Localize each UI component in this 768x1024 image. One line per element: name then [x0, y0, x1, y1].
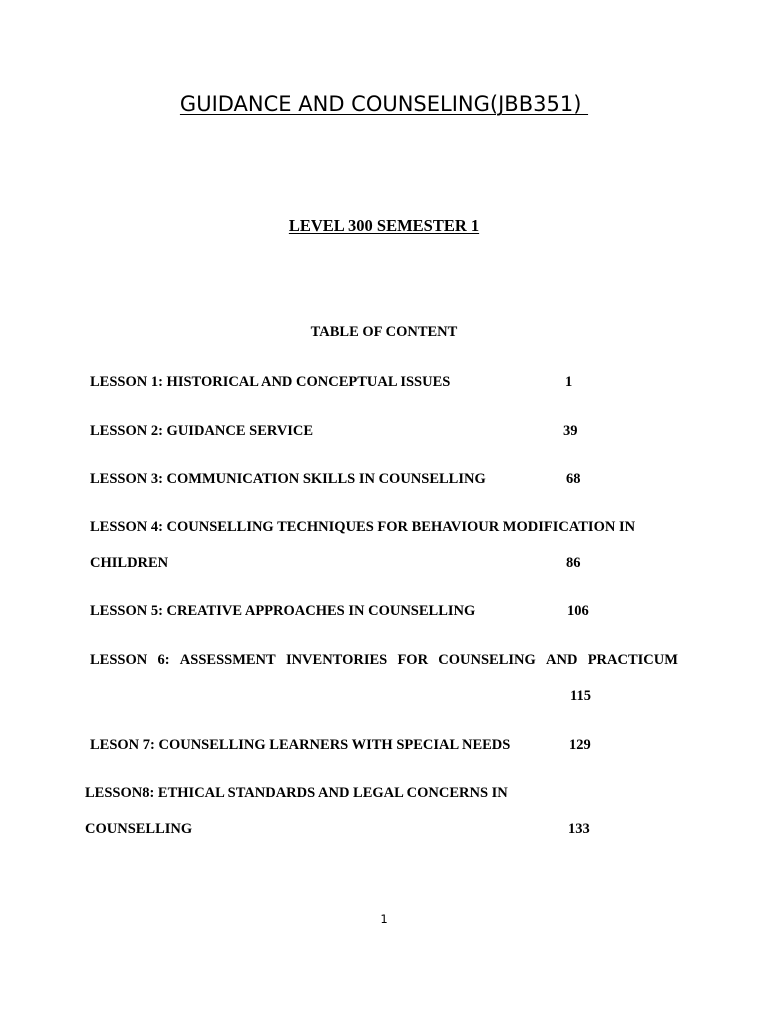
toc-entry-title-continued: COUNSELLING — [85, 821, 193, 837]
toc-entry-page: 86 — [566, 555, 581, 571]
toc-entry-title: LESSON 3: COMMUNICATION SKILLS IN COUNSELLING — [90, 471, 486, 487]
toc-word: PRACTICUM — [587, 652, 678, 668]
document-title-text: GUIDANCE AND COUNSELING(JBB351) — [179, 92, 589, 116]
toc-entry-title: LESSON 2: GUIDANCE SERVICE — [90, 423, 314, 439]
toc-word: LESSON — [90, 652, 148, 668]
level-semester-heading: LEVEL 300 SEMESTER 1 — [288, 216, 480, 235]
toc-entry-title: LESSON 1: HISTORICAL AND CONCEPTUAL ISSUES — [90, 374, 451, 390]
toc-word: FOR — [397, 652, 429, 668]
toc-entry-title: LESSON8: ETHICAL STANDARDS AND LEGAL CONCERNS IN — [85, 785, 508, 801]
toc-entry-page: 106 — [567, 603, 589, 619]
toc-entry-title: LESSON 5: CREATIVE APPROACHES IN COUNSELLING — [90, 603, 476, 619]
toc-entry-page: 68 — [566, 471, 581, 487]
toc-word: 6: — [157, 652, 170, 668]
toc-entry-page: 133 — [568, 821, 590, 837]
toc-word: COUNSELING — [438, 652, 536, 668]
toc-entry-title-justified — [90, 651, 678, 669]
toc-entry-title-continued: CHILDREN — [90, 555, 169, 571]
toc-entry-title: LESSON 4: COUNSELLING TECHNIQUES FOR BEHAVIOUR MODIFICATION IN — [90, 519, 636, 535]
toc-entry-page: 1 — [565, 374, 573, 390]
toc-entry-page: 39 — [563, 423, 578, 439]
page-number: 1 — [380, 912, 388, 926]
document-title — [0, 92, 768, 116]
toc-word: ASSESSMENT — [179, 652, 276, 668]
toc-entry-page: 115 — [570, 688, 591, 704]
toc-word: AND — [546, 652, 578, 668]
toc-entry-page: 129 — [569, 737, 591, 753]
toc-word: INVENTORIES — [285, 652, 388, 668]
toc-entry-title: LESON 7: COUNSELLING LEARNERS WITH SPECIAL NEEDS — [90, 737, 511, 753]
table-of-content-heading: TABLE OF CONTENT — [310, 324, 458, 340]
